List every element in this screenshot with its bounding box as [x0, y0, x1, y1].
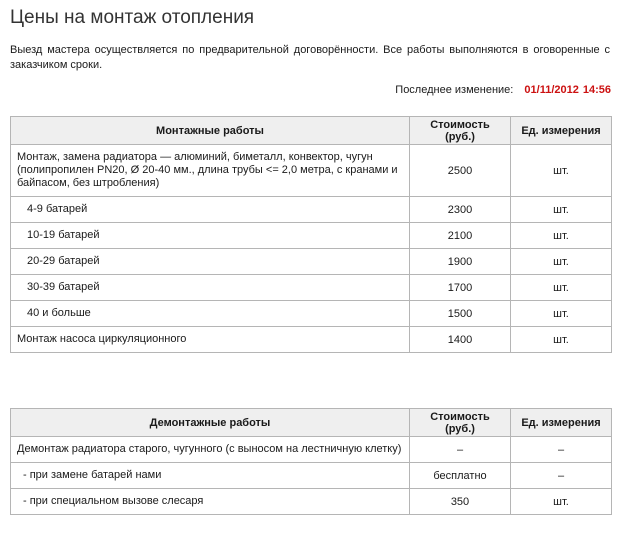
column-header-price: Стоимость (руб.) [410, 409, 511, 437]
last-updated-datetime [520, 84, 611, 96]
work-name: Монтаж насоса циркуляционного [11, 327, 410, 353]
work-name: Демонтаж радиатора старого, чугунного (с выносом на лестничную клетку) [11, 437, 410, 463]
last-updated [395, 84, 611, 96]
work-price: 2500 [410, 145, 511, 197]
work-unit: шт. [511, 197, 612, 223]
table-row [11, 197, 612, 223]
intro-text: Выезд мастера осуществляется по предварительной договорённости. Все работы выполняются в оговоренные с заказчиком сроки. [10, 44, 610, 71]
column-header-work: Демонтажные работы [11, 409, 410, 437]
last-updated-date: 01/11/2012 [524, 84, 579, 96]
table-row [11, 301, 612, 327]
column-header-unit: Ед. измерения [511, 409, 612, 437]
column-header-price: Стоимость (руб.) [410, 117, 511, 145]
table-row [11, 489, 612, 515]
work-unit: шт. [511, 249, 612, 275]
table-row [11, 223, 612, 249]
table-header-row [11, 409, 612, 437]
work-price: 2300 [410, 197, 511, 223]
work-name: - при замене батарей нами [11, 463, 410, 489]
work-price: 350 [410, 489, 511, 515]
table-row [11, 327, 612, 353]
column-header-work: Монтажные работы [11, 117, 410, 145]
last-updated-label: Последнее изменение: [395, 84, 514, 96]
work-price: 1900 [410, 249, 511, 275]
work-unit: шт. [511, 489, 612, 515]
work-name: Монтаж, замена радиатора — алюминий, биметалл, конвектор, чугун (полипропилен PN20, Ø 20-40 мм., длина трубы <= 2,0 метра, с кранами и байпасом, без штробления) [11, 145, 410, 197]
table-header-row [11, 117, 612, 145]
work-price: 1400 [410, 327, 511, 353]
work-price: 1700 [410, 275, 511, 301]
table-row [11, 145, 612, 197]
work-name: 30-39 батарей [11, 275, 410, 301]
work-unit: шт. [511, 275, 612, 301]
last-updated-time: 14:56 [582, 84, 611, 96]
table-row [11, 249, 612, 275]
work-unit: шт. [511, 223, 612, 249]
work-name: 4-9 батарей [11, 197, 410, 223]
dismantling-price-table [10, 408, 612, 515]
work-name: 20-29 батарей [11, 249, 410, 275]
work-name: - при специальном вызове слесаря [11, 489, 410, 515]
work-price: бесплатно [410, 463, 511, 489]
column-header-unit: Ед. измерения [511, 117, 612, 145]
table-row [11, 463, 612, 489]
work-unit: шт. [511, 145, 612, 197]
work-price: 1500 [410, 301, 511, 327]
work-name: 40 и больше [11, 301, 410, 327]
table-row [11, 275, 612, 301]
work-unit: – [511, 463, 612, 489]
page-title: Цены на монтаж отопления [10, 7, 255, 28]
installation-price-table [10, 116, 612, 353]
work-name: 10-19 батарей [11, 223, 410, 249]
work-price: – [410, 437, 511, 463]
work-unit: – [511, 437, 612, 463]
work-price: 2100 [410, 223, 511, 249]
work-unit: шт. [511, 327, 612, 353]
work-unit: шт. [511, 301, 612, 327]
table-row [11, 437, 612, 463]
